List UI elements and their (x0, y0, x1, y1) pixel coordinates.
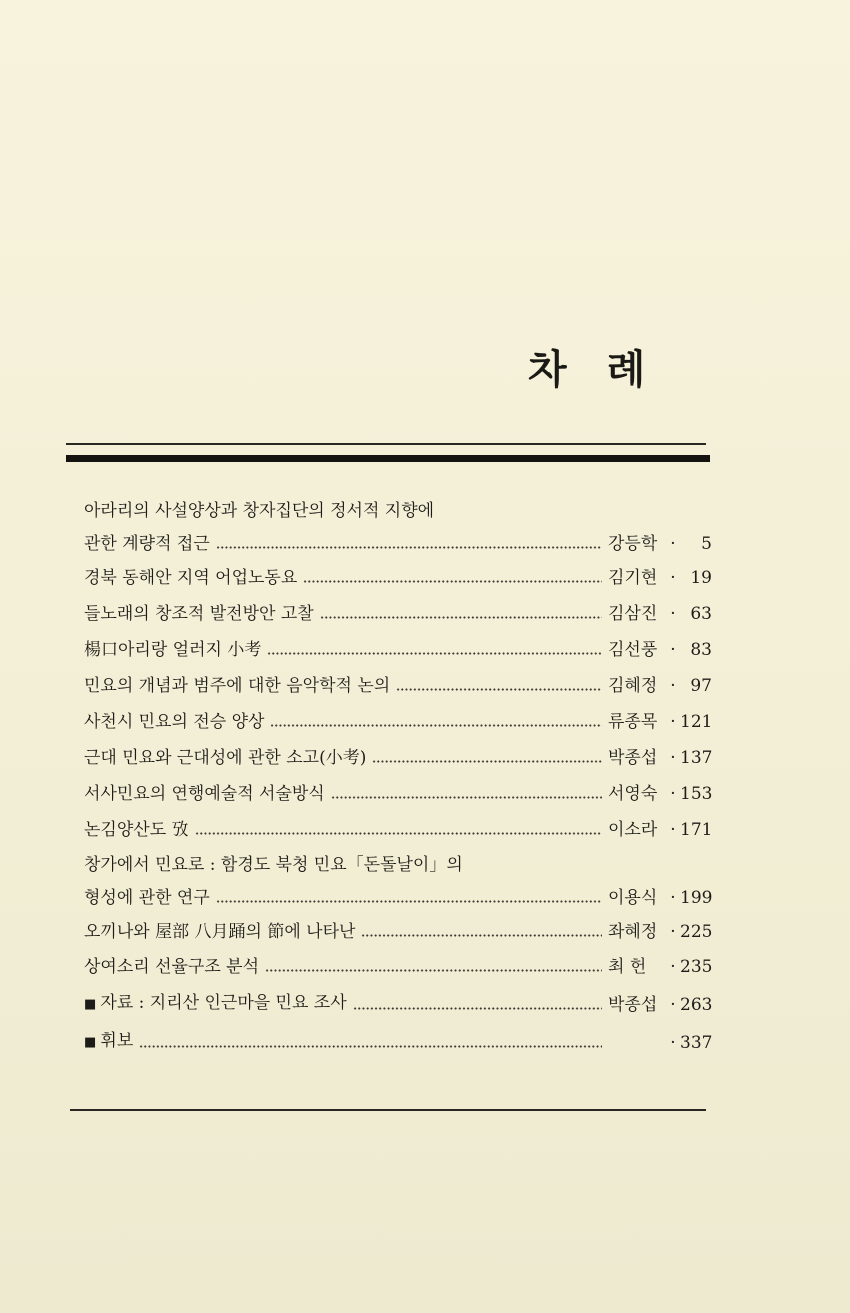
toc-entry-page: 19 (690, 568, 712, 588)
toc-entry-page: 235 (680, 957, 713, 977)
toc-entry-title-line1: 창가에서 민요로 : 함경도 북청 민요「돈돌날이」의 (84, 855, 463, 875)
leader-dots (353, 1007, 602, 1010)
toc-entry-row (84, 711, 712, 733)
toc-entry-author: 김선풍 (608, 640, 658, 660)
leader-dots (396, 688, 602, 691)
toc-entry-title: 사천시 민요의 전승 양상 (84, 712, 265, 732)
toc-entry-title: 서사민요의 연행예술적 서술방식 (84, 784, 325, 804)
toc-entry (84, 711, 712, 733)
separator-dot: · (670, 568, 676, 588)
separator-dot: · (670, 748, 676, 768)
toc-entry-author: 이용식 (608, 888, 658, 908)
toc-entry-page: 171 (680, 820, 713, 840)
toc-entry (84, 675, 712, 697)
toc-entry-author: 최 헌 (608, 957, 647, 977)
toc-entry (84, 603, 712, 625)
separator-dot: · (670, 712, 676, 732)
toc-entry-title: ■ 자료 : 지리산 인근마을 민요 조사 (84, 992, 347, 1016)
toc-entry-page: 337 (680, 1033, 713, 1053)
toc-entry-page: 97 (690, 676, 712, 696)
top-thick-rule (66, 455, 710, 462)
toc-entry-row (84, 819, 712, 841)
separator-dot: · (670, 676, 676, 696)
separator-dot: · (670, 888, 676, 908)
toc-entry (84, 1030, 712, 1054)
leader-dots (270, 724, 602, 727)
toc-entry-row (84, 603, 712, 625)
leader-dots (320, 616, 602, 619)
toc-entry-title: 논김양산도 攷 (84, 820, 189, 840)
toc-entry-title: ■ 휘보 (84, 1030, 133, 1054)
toc-entry-author: 박종섭 (608, 995, 658, 1015)
toc-entry-page: 83 (690, 640, 712, 660)
toc-entry-row (84, 639, 712, 661)
toc-entry-author: 김삼진 (608, 604, 658, 624)
toc-entry-row (84, 533, 712, 555)
separator-dot: · (670, 784, 676, 804)
toc-entry-row (84, 887, 712, 909)
toc-entry-title: 근대 민요와 근대성에 관한 소고(小考) (84, 748, 367, 768)
toc-entry-title: 형성에 관한 연구 (84, 888, 210, 908)
toc-entry-row (84, 1030, 712, 1054)
toc-entry-title: 들노래의 창조적 발전방안 고찰 (84, 604, 314, 624)
toc-entry-author: 좌혜정 (608, 922, 658, 942)
toc-entry-title: 경북 동해안 지역 어업노동요 (84, 568, 298, 588)
toc-entry-page: 121 (680, 712, 713, 732)
toc-entry-author: 김기현 (608, 568, 658, 588)
page-title: 차례 (528, 347, 686, 393)
separator-dot: · (670, 922, 676, 942)
separator-dot: · (670, 1033, 676, 1053)
separator-dot: · (670, 820, 676, 840)
toc-entry-page: 5 (701, 534, 712, 554)
toc-entry-page: 263 (680, 995, 713, 1015)
leader-dots (361, 934, 602, 937)
toc-entry-page: 199 (680, 888, 713, 908)
toc-entry-row (84, 675, 712, 697)
toc-entry-row (84, 992, 712, 1016)
leader-dots (372, 760, 602, 763)
toc-entry-row (84, 747, 712, 769)
leader-dots (303, 580, 602, 583)
toc-entry (84, 819, 712, 841)
leader-dots (195, 832, 602, 835)
toc-entry-page: 225 (680, 922, 713, 942)
toc-entry-author: 류종목 (608, 712, 658, 732)
leader-dots (267, 652, 602, 655)
toc-entry (84, 956, 712, 978)
toc-entry-row (84, 956, 712, 978)
toc-entry (84, 854, 712, 909)
toc-entry-author: 서영숙 (608, 784, 658, 804)
toc-entry-title-line1: 아라리의 사설양상과 창자집단의 정서적 지향에 (84, 501, 435, 521)
bottom-rule (70, 1109, 706, 1111)
toc-entry-title: 관한 계량적 접근 (84, 534, 210, 554)
toc-entry-row (84, 921, 712, 943)
leader-dots (265, 969, 602, 972)
leader-dots (216, 546, 602, 549)
toc-entry-page: 63 (690, 604, 712, 624)
separator-dot: · (670, 995, 676, 1015)
toc-entry-page: 137 (680, 748, 713, 768)
toc-entry (84, 500, 712, 555)
top-thin-rule (66, 443, 706, 445)
separator-dot: · (670, 604, 676, 624)
toc-entry (84, 921, 712, 943)
table-of-contents (84, 500, 712, 1054)
separator-dot: · (670, 534, 676, 554)
toc-entry-title: 오끼나와 屋部 八月踊의 節에 나타난 (84, 922, 356, 942)
toc-entry (84, 992, 712, 1016)
leader-dots (139, 1045, 602, 1048)
toc-entry (84, 567, 712, 589)
toc-entry-row (84, 783, 712, 805)
toc-entry-author: 김혜정 (608, 676, 658, 696)
leader-dots (331, 796, 602, 799)
separator-dot: · (670, 640, 676, 660)
separator-dot: · (670, 957, 676, 977)
toc-entry-title: 상여소리 선율구조 분석 (84, 957, 260, 977)
toc-entry-title: 楊口아리랑 얼러지 小考 (84, 640, 262, 660)
toc-entry-author: 강등학 (608, 534, 658, 554)
toc-entry-author: 이소라 (608, 820, 658, 840)
toc-entry (84, 639, 712, 661)
toc-entry (84, 783, 712, 805)
toc-entry-author: 박종섭 (608, 748, 658, 768)
leader-dots (216, 900, 602, 903)
toc-entry-title: 민요의 개념과 범주에 대한 음악학적 논의 (84, 676, 391, 696)
toc-entry (84, 747, 712, 769)
toc-entry-page: 153 (680, 784, 713, 804)
toc-entry-row (84, 567, 712, 589)
